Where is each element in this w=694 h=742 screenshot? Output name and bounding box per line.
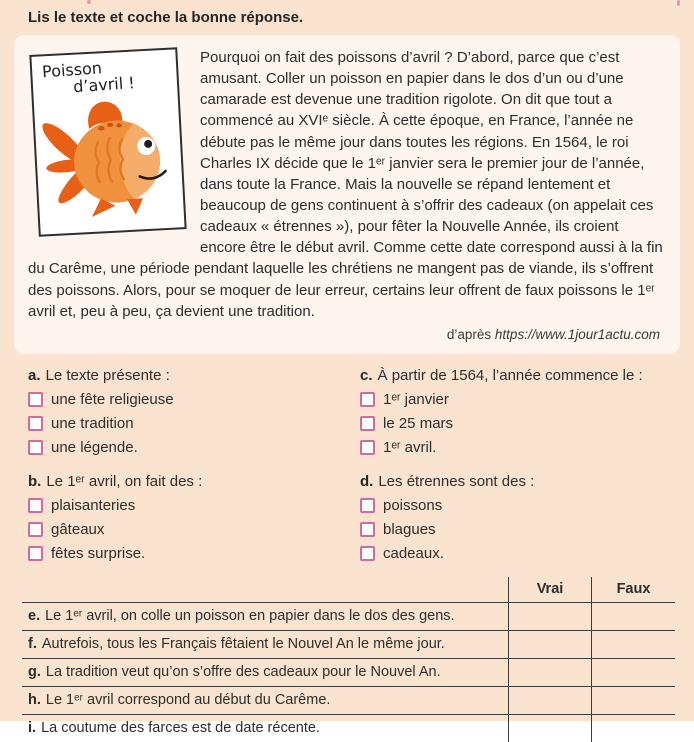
vrai-cell-e[interactable] [508, 603, 591, 630]
checkbox-icon[interactable] [28, 440, 43, 455]
question-b-prompt [28, 473, 334, 490]
table-header-row [22, 577, 675, 602]
option-d1[interactable] [360, 497, 666, 514]
cut-mark [677, 0, 680, 6]
caption-line2: d’avril ! [72, 72, 136, 97]
option-b1[interactable] [28, 497, 334, 514]
option-c3[interactable] [360, 439, 666, 456]
checkbox-icon[interactable] [28, 416, 43, 431]
statement [22, 631, 508, 658]
table-row-f [22, 630, 675, 658]
row-letter: i. [28, 719, 37, 736]
question-letter: b. [28, 472, 42, 490]
option-label: 1ᵉʳ avril. [383, 438, 437, 456]
option-label: une tradition [51, 414, 134, 432]
vrai-faux-table [22, 577, 675, 742]
row-letter: f. [28, 635, 37, 652]
option-label: le 25 mars [383, 414, 454, 432]
option-label: fêtes surprise. [51, 544, 146, 562]
statement [22, 687, 508, 714]
row-text: La coutume des farces est de date récente. [41, 719, 320, 736]
statement [22, 659, 508, 686]
option-label: plaisanteries [51, 496, 136, 514]
reading-box [14, 35, 680, 354]
row-letter: h. [28, 691, 41, 708]
checkbox-icon[interactable] [28, 498, 43, 513]
questions-section [28, 367, 666, 562]
source-attribution [28, 325, 660, 344]
option-d3[interactable] [360, 545, 666, 562]
vrai-cell-i[interactable] [508, 715, 591, 742]
option-a3[interactable] [28, 439, 334, 456]
statement [22, 715, 508, 742]
checkbox-icon[interactable] [360, 498, 375, 513]
row-text: Autrefois, tous les Français fêtaient le Nouvel An le même jour. [41, 635, 445, 652]
vrai-cell-g[interactable] [508, 659, 591, 686]
table-row-e [22, 602, 675, 630]
question-d-prompt [360, 473, 666, 490]
header-empty-cell [22, 577, 508, 602]
question-letter: a. [28, 366, 41, 384]
header-vrai: Vrai [508, 577, 591, 602]
option-label: blagues [383, 520, 436, 538]
caption-line1: Poisson [41, 58, 103, 82]
fish-card [29, 47, 186, 236]
table-row-g [22, 658, 675, 686]
question-text: Le texte présente : [45, 366, 170, 384]
faux-cell-e[interactable] [591, 603, 675, 630]
reading-passage: Pourquoi on fait des poissons d’avril ? D’abord, parce que c’est amusant. Coller un poisson en papier dans le dos d’un ou d’une camarade est devenue une tradition rigolote. On dit que tout a commencé au XVIᵉ siècle. À cette époque, en France, l’année ne débute pas le même jour dans toutes les régions. En 1564, le roi Charles IX décide que le 1ᵉʳ janvier sera le premier jour de l’année, dans toute la France. Mais la nouvelle se répand lentement et beaucoup de gens continuent à s’offrir des cadeaux (on appelait ces cadeaux « étrennes »), pour fêter la Nouvelle Année, ils croient encore être le début avril. Comme cette date correspond aussi à la fin du Carême, une période pendant laquelle les chrétiens ne mangent pas de viande, ils s’offrent des poissons. Alors, pour se moquer de leur erreur, certains leur offrent de faux poissons le 1ᵉʳ avril et, peu à peu, ça devient une tradition. [28, 49, 663, 320]
option-a1[interactable] [28, 391, 334, 408]
goldfish-icon [34, 92, 182, 221]
option-d2[interactable] [360, 521, 666, 538]
source-prefix: d’après [446, 326, 495, 342]
header-faux: Faux [591, 577, 675, 602]
checkbox-icon[interactable] [28, 522, 43, 537]
question-letter: c. [360, 366, 373, 384]
question-a-prompt [28, 367, 334, 384]
faux-cell-i[interactable] [591, 715, 675, 742]
fish-card-caption [31, 48, 177, 99]
vrai-cell-f[interactable] [508, 631, 591, 658]
table-row-h [22, 686, 675, 714]
option-label: 1ᵉʳ janvier [383, 390, 449, 408]
source-url: https://www.1jour1actu.com [494, 326, 660, 342]
option-c2[interactable] [360, 415, 666, 432]
option-label: une légende. [51, 438, 138, 456]
option-b2[interactable] [28, 521, 334, 538]
question-b [28, 473, 334, 562]
checkbox-icon[interactable] [360, 440, 375, 455]
row-letter: e. [28, 607, 41, 624]
row-text: La tradition veut qu’on s’offre des cadeaux pour le Nouvel An. [45, 663, 441, 680]
option-a2[interactable] [28, 415, 334, 432]
statement [22, 603, 508, 630]
vrai-cell-h[interactable] [508, 687, 591, 714]
option-b3[interactable] [28, 545, 334, 562]
question-text: À partir de 1564, l’année commence le : [377, 366, 643, 384]
option-label: gâteaux [51, 520, 105, 538]
checkbox-icon[interactable] [360, 522, 375, 537]
checkbox-icon[interactable] [28, 546, 43, 561]
checkbox-icon[interactable] [28, 392, 43, 407]
option-c1[interactable] [360, 391, 666, 408]
option-label: poissons [383, 496, 443, 514]
option-label: une fête religieuse [51, 390, 174, 408]
faux-cell-g[interactable] [591, 659, 675, 686]
question-text: Les étrennes sont des : [378, 472, 535, 490]
checkbox-icon[interactable] [360, 546, 375, 561]
table-row-i [22, 714, 675, 742]
checkbox-icon[interactable] [360, 416, 375, 431]
row-letter: g. [28, 663, 41, 680]
faux-cell-f[interactable] [591, 631, 675, 658]
question-a [28, 367, 334, 456]
page-title: Lis le texte et coche la bonne réponse. [28, 9, 304, 26]
option-label: cadeaux. [383, 544, 444, 562]
row-text: Le 1ᵉʳ avril correspond au début du Carême. [45, 691, 331, 708]
question-text: Le 1ᵉʳ avril, on fait des : [46, 472, 203, 490]
question-d [360, 473, 666, 562]
question-letter: d. [360, 472, 374, 490]
question-c [360, 367, 666, 456]
faux-cell-h[interactable] [591, 687, 675, 714]
row-text: Le 1ᵉʳ avril, on colle un poisson en papier dans le dos des gens. [45, 607, 455, 624]
checkbox-icon[interactable] [360, 392, 375, 407]
cut-mark [87, 0, 91, 4]
question-c-prompt [360, 367, 666, 384]
